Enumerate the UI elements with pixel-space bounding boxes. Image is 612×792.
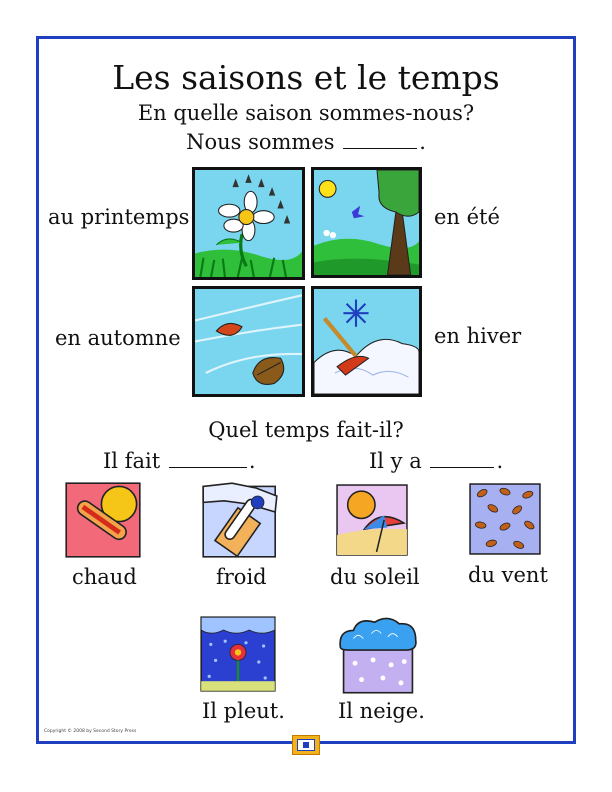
il-fait-prefix: Il fait — [103, 449, 161, 473]
label-sun: du soleil — [330, 565, 420, 589]
publisher-logo-icon — [292, 735, 320, 755]
cold-icon — [198, 480, 282, 560]
rain-icon — [198, 614, 278, 694]
il-y-a-blank[interactable] — [430, 466, 494, 468]
season-answer-line — [0, 130, 612, 154]
season-question: En quelle saison sommes-nous? — [137, 101, 475, 125]
cloud-icon — [340, 618, 416, 650]
label-snow: Il neige. — [338, 699, 425, 723]
summer-tile — [311, 167, 422, 278]
season-answer-blank[interactable] — [343, 147, 417, 149]
label-rain: Il pleut. — [202, 699, 285, 723]
il-y-a-line — [369, 449, 503, 473]
il-y-a-prefix: Il y a — [369, 449, 422, 473]
snow-icon — [333, 614, 423, 696]
hot-icon — [63, 480, 143, 560]
il-fait-period: . — [248, 449, 256, 473]
il-fait-blank[interactable] — [169, 466, 247, 468]
season-answer-period: . — [419, 130, 426, 154]
wind-icon — [467, 480, 543, 558]
season-answer-prefix: Nous sommes — [186, 130, 335, 154]
label-spring: au printemps — [48, 205, 190, 229]
autumn-tile — [192, 286, 305, 397]
sun-icon — [348, 491, 375, 518]
label-winter: en hiver — [434, 324, 522, 348]
label-wind: du vent — [468, 563, 548, 587]
sun-icon — [319, 181, 336, 198]
label-cold: froid — [216, 565, 267, 589]
page-title: Les saisons et le temps — [112, 58, 500, 97]
snowflake-icon — [343, 300, 368, 327]
copyright: Copyright © 2008 by Second Story Press — [44, 729, 137, 734]
label-autumn: en automne — [55, 326, 181, 350]
spring-tile — [192, 167, 305, 280]
il-y-a-period: . — [496, 449, 504, 473]
il-fait-line — [103, 449, 256, 473]
label-hot: chaud — [72, 565, 137, 589]
label-summer: en été — [434, 205, 500, 229]
sun-umbrella-icon — [334, 480, 410, 560]
weather-question: Quel temps fait-il? — [208, 418, 404, 442]
winter-tile — [311, 286, 422, 397]
